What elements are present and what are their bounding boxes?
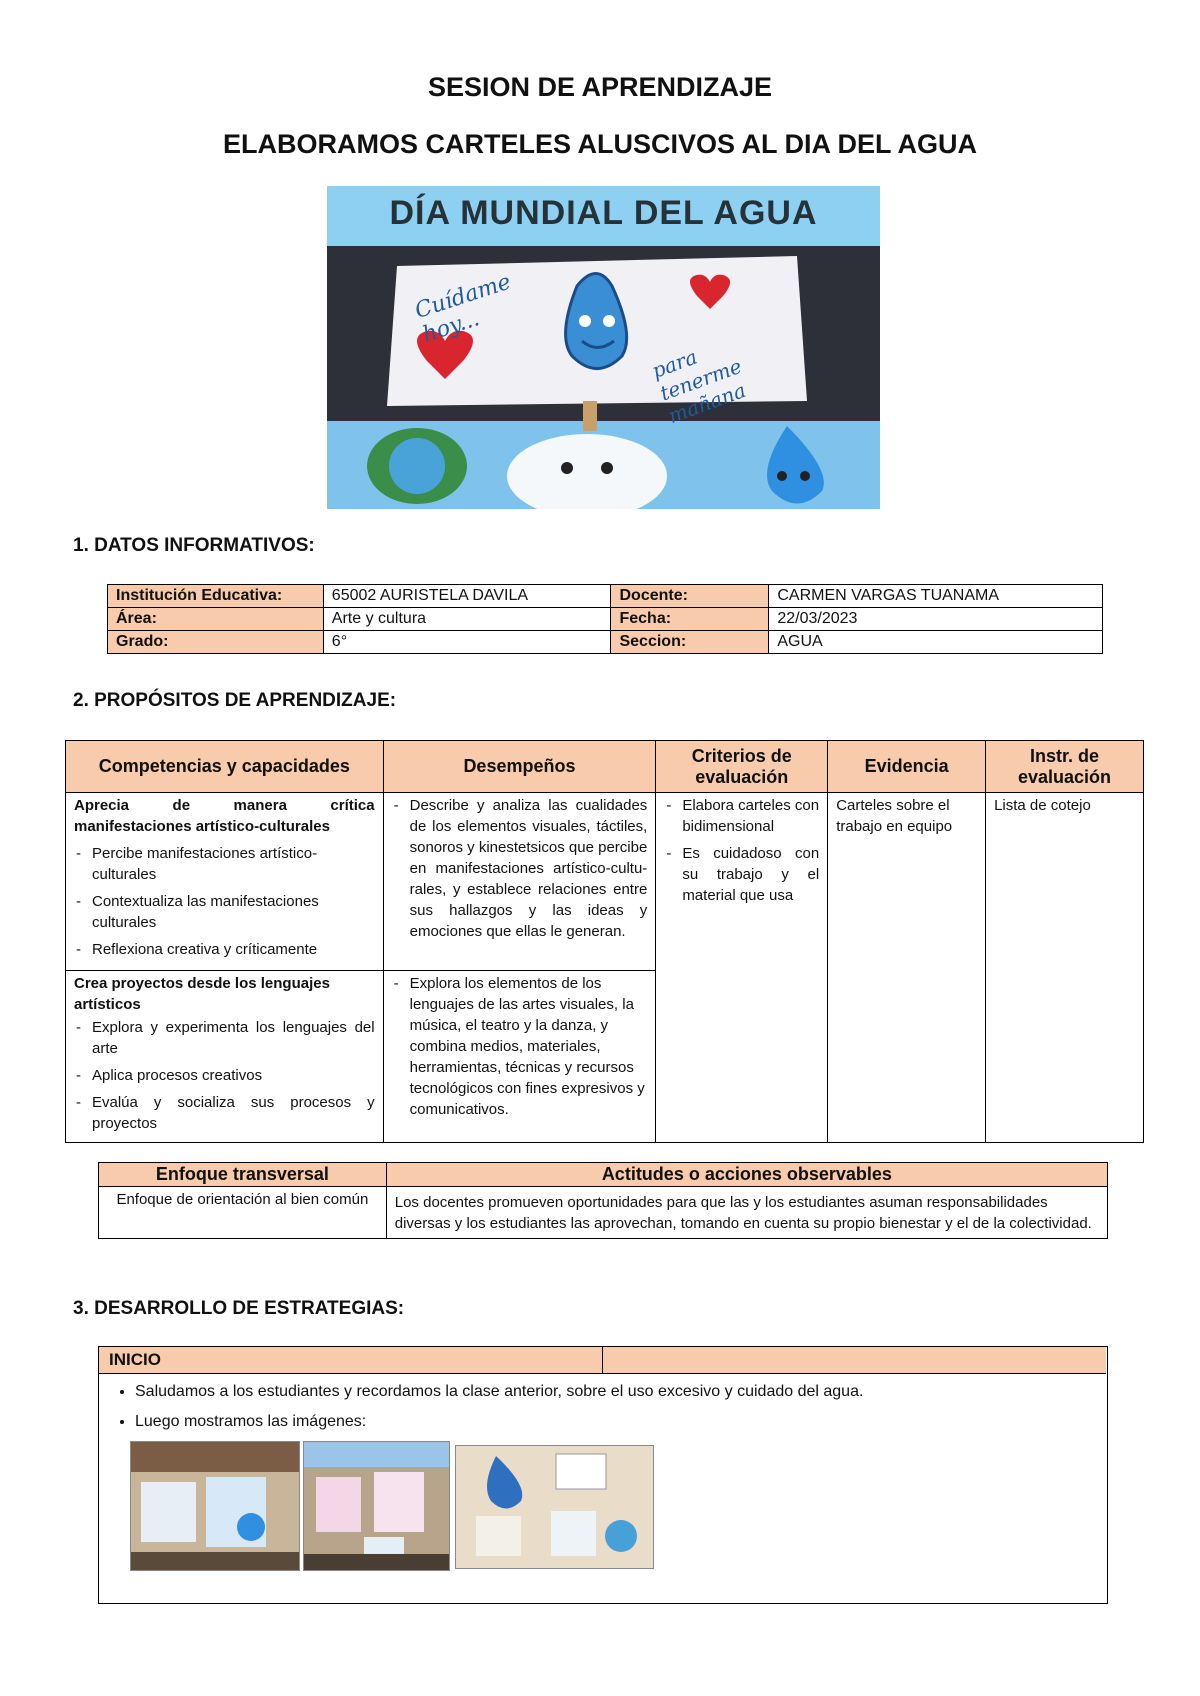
table-header-row bbox=[66, 741, 1144, 793]
banner-illustration bbox=[327, 186, 880, 509]
capacidad-item: - Reflexiona creativa y críticamente bbox=[74, 939, 375, 960]
competencia-2-title: Crea proyectos desde los lenguajes artísticos bbox=[74, 975, 330, 1013]
header-actitudes: Actitudes o acciones observables bbox=[386, 1163, 1107, 1187]
header-desempenos: Desempeños bbox=[383, 741, 656, 793]
criterio-item: - Es cuidadoso con su trabajo y el material que usa bbox=[664, 843, 819, 906]
label-seccion: Seccion: bbox=[611, 631, 769, 654]
table-row bbox=[108, 608, 1103, 631]
section-2-heading: 2. PROPÓSITOS DE APRENDIZAJE: bbox=[73, 690, 397, 711]
list-item: • Saludamos a los estudiantes y recordamos la clase anterior, sobre el uso excesivo y cuidado del agua. bbox=[135, 1377, 1097, 1407]
students-photo-1 bbox=[130, 1441, 300, 1571]
label-grado: Grado: bbox=[108, 631, 324, 654]
competencia-2 bbox=[66, 971, 384, 1143]
students-photo-2 bbox=[303, 1441, 450, 1571]
document-title: SESION DE APRENDIZAJE bbox=[427, 72, 773, 102]
enfoque-text: Los docentes promueven oportunidades para que las y los estudiantes asuman responsabilidades diversas y los estudiantes las aprovechan, tomando en cuenta su propio bienestar y el de la colectividad. bbox=[386, 1187, 1107, 1239]
banner-poster-text-right: para tenerme mañana bbox=[648, 344, 749, 429]
capacidad-item: - Aplica procesos creativos bbox=[74, 1065, 375, 1086]
header-competencias: Competencias y capacidades bbox=[66, 741, 384, 793]
table-row bbox=[108, 631, 1103, 654]
banner-poster-text-left: Cuídame hoy... bbox=[411, 269, 514, 348]
table-row bbox=[66, 793, 1144, 971]
datos-informativos-table bbox=[107, 584, 1103, 654]
inicio-label: INICIO bbox=[99, 1347, 603, 1373]
capacidad-item: - Percibe manifestaciones artístico-culturales bbox=[74, 843, 375, 885]
enfoque-name: Enfoque de orientación al bien común bbox=[99, 1187, 387, 1239]
table-header-row bbox=[99, 1163, 1108, 1187]
header-instrumento: Instr. de evaluación bbox=[986, 741, 1144, 793]
desempeno-2-text: - Explora los elementos de los lenguajes de las artes visuales, la música, el teatro y la danza, y combina medios, materiales, herramientas, técnicas y recursos tecnológicos con fines expresivos y comunicativos. bbox=[392, 973, 648, 1120]
section-1-heading: 1. DATOS INFORMATIVOS: bbox=[73, 535, 315, 556]
inicio-content bbox=[107, 1377, 1097, 1437]
competencia-1-title: Aprecia de manera crítica manifestaciones artístico-culturales bbox=[74, 797, 375, 835]
criterio-item: - Elabora carteles con bidimensional bbox=[664, 795, 819, 837]
capacidad-item: - Contextualiza las manifestaciones culturales bbox=[74, 891, 375, 933]
value-institucion: 65002 AURISTELA DAVILA bbox=[323, 585, 611, 608]
header-criterios: Criterios de evaluación bbox=[656, 741, 828, 793]
value-docente: CARMEN VARGAS TUANAMA bbox=[769, 585, 1103, 608]
instrumento-cell: Lista de cotejo bbox=[986, 793, 1144, 1143]
banner-heading: DÍA MUNDIAL DEL AGUA bbox=[389, 194, 818, 232]
section-3-heading: 3. DESARROLLO DE ESTRATEGIAS: bbox=[73, 1298, 405, 1319]
desempeno-1-text: - Describe y analiza las cualidades de los elementos visuales, táctiles, sonoros y kinestetsicos que percibe en manifestaciones artístico-cultu-rales, y establece relaciones entre sus hallazgos y las ideas y emociones que ellas le generan. bbox=[392, 795, 648, 942]
capacidad-item: - Explora y experimenta los lenguajes del arte bbox=[74, 1017, 375, 1059]
desempeno-1 bbox=[383, 793, 656, 971]
propositos-table bbox=[65, 740, 1144, 1143]
enfoque-table bbox=[98, 1162, 1108, 1239]
capacidad-item: - Evalúa y socializa sus procesos y proyectos bbox=[74, 1092, 375, 1134]
value-seccion: AGUA bbox=[769, 631, 1103, 654]
label-institucion: Institución Educativa: bbox=[108, 585, 324, 608]
label-area: Área: bbox=[108, 608, 324, 631]
value-fecha: 22/03/2023 bbox=[769, 608, 1103, 631]
desempeno-2 bbox=[383, 971, 656, 1143]
inicio-header-row bbox=[99, 1347, 1106, 1374]
label-fecha: Fecha: bbox=[611, 608, 769, 631]
evidencia-cell: Carteles sobre el trabajo en equipo bbox=[828, 793, 986, 1143]
competencia-1 bbox=[66, 793, 384, 971]
dia-mundial-del-agua-banner bbox=[327, 186, 880, 509]
list-item: • Luego mostramos las imágenes: bbox=[135, 1407, 1097, 1437]
value-area: Arte y cultura bbox=[323, 608, 611, 631]
criterios-cell bbox=[656, 793, 828, 1143]
table-row bbox=[108, 585, 1103, 608]
label-docente: Docente: bbox=[611, 585, 769, 608]
document-subtitle: ELABORAMOS CARTELES ALUSCIVOS AL DIA DEL AGUA bbox=[222, 129, 978, 159]
header-enfoque: Enfoque transversal bbox=[99, 1163, 387, 1187]
students-photo-3 bbox=[455, 1445, 654, 1569]
value-grado: 6° bbox=[323, 631, 611, 654]
estrategias-box bbox=[98, 1346, 1108, 1604]
table-row bbox=[99, 1187, 1108, 1239]
header-evidencia: Evidencia bbox=[828, 741, 986, 793]
